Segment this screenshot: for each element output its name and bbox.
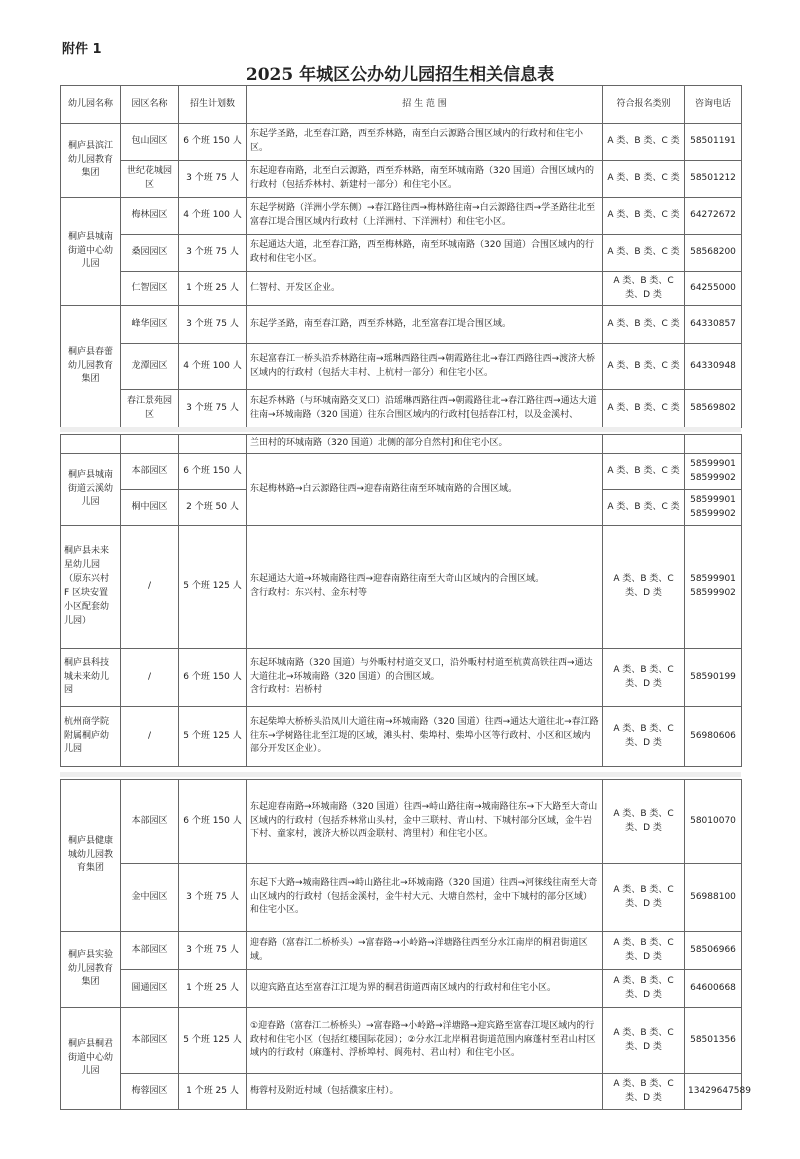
phone: 64330948	[685, 344, 742, 390]
campus-name	[121, 435, 179, 454]
campus-name: /	[121, 649, 179, 707]
enrollment-plan: 3 个班 75 人	[179, 161, 247, 198]
phone: 13429647589	[685, 1074, 742, 1110]
table-row	[61, 454, 742, 490]
enrollment-scope: 东起梅林路→白云源路往西→迎春南路往南至环城南路的合围区域。	[247, 454, 603, 526]
table-row	[61, 161, 742, 198]
campus-name: 梅蓉园区	[121, 1074, 179, 1110]
enrollment-scope: 东起迎春南路→环城南路（320 国道）往西→峙山路往南→城南路往东→下大路至大奇山区域内的行政村（包括乔林常山头村，金中三联村、青山村、下城村部分区域，金牛岩下村、童家村，渡济大桥以西金联村、湾里村）和住宅小区。	[247, 780, 603, 864]
phone: 64272672	[685, 198, 742, 235]
campus-name: 梅林园区	[121, 198, 179, 235]
eligible-category: A 类、B 类、C 类	[603, 306, 685, 344]
eligible-category: A 类、B 类、C 类	[603, 124, 685, 161]
enrollment-plan: 1 个班 25 人	[179, 970, 247, 1008]
eligible-category: A 类、B 类、C 类	[603, 390, 685, 428]
phone: 64330857	[685, 306, 742, 344]
header-enrollment-scope: 招 生 范 围	[247, 86, 603, 124]
campus-name: 包山园区	[121, 124, 179, 161]
info-table-section-3	[60, 779, 751, 1110]
campus-name: 本部园区	[121, 1008, 179, 1074]
eligible-category	[603, 435, 685, 454]
enrollment-scope: 东起环城南路（320 国道）与外畈村村道交叉口，沿外畈村村道至杭黄高铁往西→通达大道往北→环城南路（320 国道）的合围区域。	[250, 657, 593, 682]
table-row	[61, 344, 742, 390]
eligible-category: A 类、B 类、C 类、D 类	[603, 780, 685, 864]
kindergarten-name: 杭州商学院附属桐庐幼儿园	[61, 707, 121, 767]
enrollment-plan: 6 个班 150 人	[179, 124, 247, 161]
campus-name: 本部园区	[121, 454, 179, 490]
enrollment-scope-cell	[247, 649, 603, 707]
enrollment-plan: 3 个班 75 人	[179, 864, 247, 932]
enrollment-scope: 以迎宾路直达至富春江江堤为界的桐君街道西南区域内的行政村和住宅小区。	[247, 970, 603, 1008]
eligible-category: A 类、B 类、C 类、D 类	[603, 1074, 685, 1110]
campus-name: 金中园区	[121, 864, 179, 932]
enrollment-plan: 4 个班 100 人	[179, 198, 247, 235]
eligible-category: A 类、B 类、C 类、D 类	[603, 272, 685, 306]
enrollment-scope: 东起乔林路（与环城南路交叉口）沿瑶琳西路往西→朝霞路往北→春江路往西→通达大道往南→环城南路（320 国道）往东合围区域内的行政村[包括春江村，以及金溪村、	[247, 390, 603, 428]
phone: 58599901 58599902	[685, 454, 742, 490]
enrollment-plan: 1 个班 25 人	[179, 272, 247, 306]
enrollment-plan: 1 个班 25 人	[179, 1074, 247, 1110]
campus-name: 本部园区	[121, 932, 179, 970]
campus-name: /	[121, 526, 179, 649]
table-row	[61, 124, 742, 161]
eligible-category: A 类、B 类、C 类	[603, 235, 685, 272]
campus-name: 峰华园区	[121, 306, 179, 344]
table-row	[61, 435, 742, 454]
enrollment-plan: 6 个班 150 人	[179, 780, 247, 864]
eligible-category: A 类、B 类、C 类	[603, 161, 685, 198]
enrollment-scope-cell	[247, 526, 603, 649]
table-row	[61, 970, 742, 1008]
page-title: 2025 年城区公办幼儿园招生相关信息表	[245, 65, 555, 85]
enrollment-scope-villages: 含行政村：岩桥村	[250, 685, 323, 696]
phone: 58599901 58599902	[685, 526, 742, 649]
enrollment-scope: 梅蓉村及附近村域（包括濮家庄村）。	[247, 1074, 603, 1110]
table-row	[61, 306, 742, 344]
phone: 58590199	[685, 649, 742, 707]
phone: 56980606	[685, 707, 742, 767]
phone: 58506966	[685, 932, 742, 970]
kindergarten-name: 桐庐县滨江幼儿园教育集团	[61, 124, 121, 198]
enrollment-plan: 6 个班 150 人	[179, 454, 247, 490]
kindergarten-name	[61, 435, 121, 454]
kindergarten-name: 桐庐县实验幼儿园教育集团	[61, 932, 121, 1008]
campus-name: 本部园区	[121, 780, 179, 864]
enrollment-scope: 东起学圣路，南至春江路，西至乔林路，北至富春江堤合围区域。	[247, 306, 603, 344]
page-break	[60, 772, 741, 777]
enrollment-scope-villages: 含行政村：东兴村、金东村等	[250, 588, 368, 598]
enrollment-plan: 3 个班 75 人	[179, 235, 247, 272]
enrollment-plan: 3 个班 75 人	[179, 306, 247, 344]
table-header-row	[61, 86, 742, 124]
eligible-category: A 类、B 类、C 类、D 类	[603, 970, 685, 1008]
enrollment-scope: 仁智村、开发区企业。	[247, 272, 603, 306]
campus-name: 世纪花城园区	[121, 161, 179, 198]
enrollment-scope: 东起柴埠大桥桥头沿凤川大道往南→环城南路（320 国道）往西→通达大道往北→春江路往东→学树路往北至江堤的区域，滩头村、柴埠村、柴埠小区等行政村、小区和区域内部分开发区企业）。	[247, 707, 603, 767]
enrollment-scope: 兰田村的环城南路（320 国道）北侧的部分自然村]和住宅小区。	[247, 435, 603, 454]
enrollment-scope: 东起通达大道，北至春江路，西至梅林路，南至环城南路（320 国道）合围区域内的行政村和住宅小区。	[247, 235, 603, 272]
header-phone: 咨询电话	[685, 86, 742, 124]
kindergarten-name: 桐庐县城南街道云溪幼儿园	[61, 454, 121, 526]
eligible-category: A 类、B 类、C 类、D 类	[603, 649, 685, 707]
enrollment-plan: 4 个班 100 人	[179, 344, 247, 390]
kindergarten-name: 桐庐县健康城幼儿园教育集团	[61, 780, 121, 932]
enrollment-plan: 3 个班 75 人	[179, 390, 247, 428]
phone: 58569802	[685, 390, 742, 428]
enrollment-plan: 2 个班 50 人	[179, 490, 247, 526]
eligible-category: A 类、B 类、C 类、D 类	[603, 526, 685, 649]
eligible-category: A 类、B 类、C 类	[603, 198, 685, 235]
enrollment-scope: 东起富春江一桥头沿乔林路往南→瑶琳西路往西→朝霞路往北→春江西路往西→渡济大桥区域内的行政村（包括大丰村、上杭村一部分）和住宅小区。	[247, 344, 603, 390]
kindergarten-name: 桐庐县桐君街道中心幼儿园	[61, 1008, 121, 1110]
table-row	[61, 526, 742, 649]
kindergarten-name: 桐庐县城南街道中心幼儿园	[61, 198, 121, 306]
phone: 64255000	[685, 272, 742, 306]
eligible-category: A 类、B 类、C 类	[603, 344, 685, 390]
eligible-category: A 类、B 类、C 类、D 类	[603, 932, 685, 970]
eligible-category: A 类、B 类、C 类、D 类	[603, 864, 685, 932]
table-row	[61, 235, 742, 272]
enrollment-scope: 迎春路（富春江二桥桥头）→富春路→小岭路→洋塘路往西至分水江南岸的桐君街道区域。	[247, 932, 603, 970]
eligible-category: A 类、B 类、C 类	[603, 490, 685, 526]
phone: 56988100	[685, 864, 742, 932]
eligible-category: A 类、B 类、C 类、D 类	[603, 707, 685, 767]
table-row	[61, 1008, 742, 1074]
phone: 58501191	[685, 124, 742, 161]
enrollment-scope: 东起下大路→城南路往西→峙山路往北→环城南路（320 国道）往西→河徕线往南至大奇山区域内的行政村（包括金溪村，金牛村大元、大塘自然村，金中下城村的部分区域）和住宅小区。	[247, 864, 603, 932]
campus-name: 桑园园区	[121, 235, 179, 272]
table-row	[61, 864, 742, 932]
kindergarten-name: 桐庐县春蕾幼儿园教育集团	[61, 306, 121, 428]
phone: 58568200	[685, 235, 742, 272]
campus-name: /	[121, 707, 179, 767]
eligible-category: A 类、B 类、C 类	[603, 454, 685, 490]
phone: 64600668	[685, 970, 742, 1008]
enrollment-plan: 5 个班 125 人	[179, 1008, 247, 1074]
table-row	[61, 932, 742, 970]
phone: 58501356	[685, 1008, 742, 1074]
phone: 58501212	[685, 161, 742, 198]
phone: 58599901 58599902	[685, 490, 742, 526]
header-enrollment-plan: 招生计划数	[179, 86, 247, 124]
campus-name: 春江景苑园区	[121, 390, 179, 428]
attachment-label: 附件 1	[62, 42, 102, 57]
enrollment-plan: 6 个班 150 人	[179, 649, 247, 707]
header-eligible-category: 符合报名类别	[603, 86, 685, 124]
enrollment-scope: 东起迎春南路，北至白云源路，西至乔林路，南至环城南路（320 国道）合围区域内的行政村（包括乔林村、新建村一部分）和住宅小区。	[247, 161, 603, 198]
table-row	[61, 649, 742, 707]
info-table-section-1	[60, 85, 742, 428]
campus-name: 桐中园区	[121, 490, 179, 526]
table-row	[61, 272, 742, 306]
enrollment-scope: ①迎春路（富春江二桥桥头）→富春路→小岭路→洋塘路→迎宾路至富春江堤区域内的行政村和住宅小区（包括红楼国际花园）；②分水江北岸桐君街道范围内麻蓬村至君山村区域内的行政村（麻蓬村、浮桥埠村、阆苑村、君山村）和住宅小区。	[247, 1008, 603, 1074]
header-kindergarten-name: 幼儿园名称	[61, 86, 121, 124]
enrollment-plan	[179, 435, 247, 454]
enrollment-plan: 5 个班 125 人	[179, 707, 247, 767]
campus-name: 仁智园区	[121, 272, 179, 306]
phone	[685, 435, 742, 454]
enrollment-plan: 3 个班 75 人	[179, 932, 247, 970]
page-break	[60, 427, 741, 432]
table-row	[61, 390, 742, 428]
header-campus-name: 园区名称	[121, 86, 179, 124]
table-row	[61, 780, 742, 864]
enrollment-scope: 东起学树路（洋洲小学东侧）→春江路往西→梅林路往南→白云源路往西→学圣路往北至富春江堤合围区域内行政村（上洋洲村、下洋洲村）和住宅小区。	[247, 198, 603, 235]
kindergarten-name: 桐庐县科技城未来幼儿园	[61, 649, 121, 707]
table-row	[61, 1074, 742, 1110]
enrollment-scope: 东起通达大道→环城南路往西→迎春南路往南至大奇山区域内的合围区域。	[250, 574, 545, 585]
table-row	[61, 707, 742, 767]
campus-name: 圆通园区	[121, 970, 179, 1008]
kindergarten-name: 桐庐县未来星幼儿园（原东兴村 F 区块安置小区配套幼儿园）	[61, 526, 121, 649]
campus-name: 龙潭园区	[121, 344, 179, 390]
info-table-section-2	[60, 434, 742, 767]
eligible-category: A 类、B 类、C 类、D 类	[603, 1008, 685, 1074]
table-row	[61, 198, 742, 235]
enrollment-plan: 5 个班 125 人	[179, 526, 247, 649]
phone: 58010070	[685, 780, 742, 864]
enrollment-scope: 东起学圣路，北至春江路，西至乔林路，南至白云源路合围区域内的行政村和住宅小区。	[247, 124, 603, 161]
